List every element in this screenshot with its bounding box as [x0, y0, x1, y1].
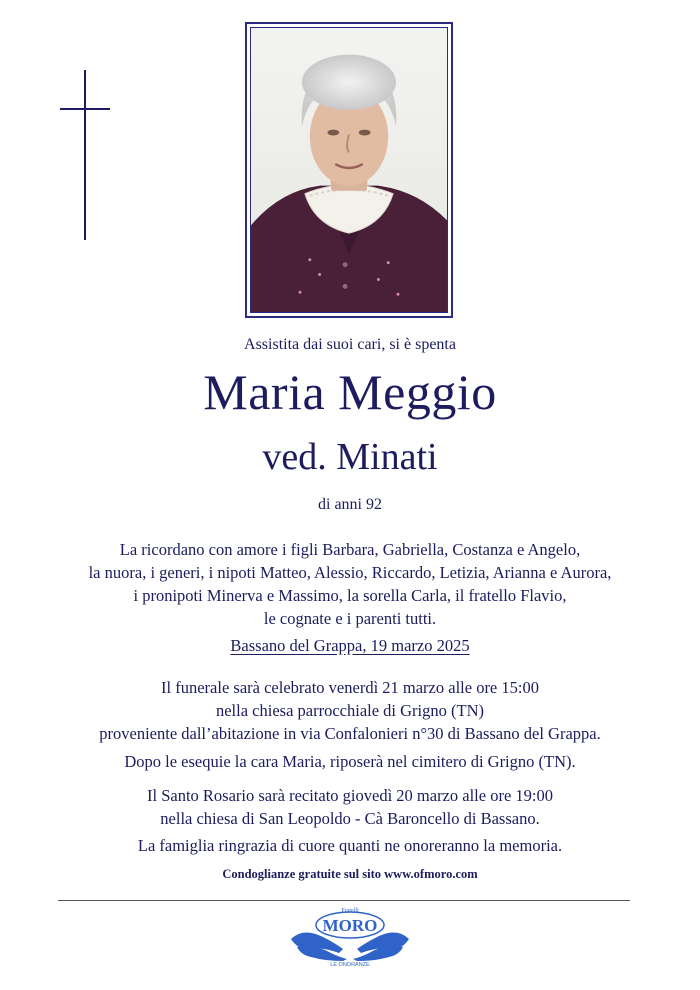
- family-paragraph: [0, 538, 700, 630]
- logo-main-text: MORO: [322, 916, 378, 935]
- divider: [58, 900, 630, 901]
- funeral-line: nella chiesa parrocchiale di Grigno (TN): [215, 701, 484, 720]
- cross-icon: [60, 70, 110, 240]
- rosary-line: Il Santo Rosario sarà recitato giovedì 20 marzo alle ore 19:00: [147, 786, 553, 805]
- funeral-paragraph: [0, 676, 700, 745]
- place-date-text: Bassano del Grappa, 19 marzo 2025: [230, 636, 470, 655]
- condolences-link[interactable]: Condoglianze gratuite sul sito www.ofmoro.com: [222, 867, 478, 881]
- intro-text: Assistita dai suoi cari, si è spenta: [244, 336, 456, 353]
- portrait-photo: [245, 22, 453, 318]
- place-date: [0, 636, 700, 656]
- funeral-home-logo: [283, 903, 417, 967]
- deceased-name: Maria Meggio: [203, 364, 497, 420]
- age-text: di anni 92: [318, 496, 382, 513]
- family-line: la nuora, i generi, i nipoti Matteo, Alessio, Riccardo, Letizia, Arianna e Aurora,: [88, 563, 612, 582]
- rosary-line: nella chiesa di San Leopoldo - Cà Baroncello di Bassano.: [160, 809, 540, 828]
- family-line: le cognate e i parenti tutti.: [263, 609, 437, 628]
- logo-top-text: Fratelli: [341, 908, 359, 914]
- thanks-text: La famiglia ringrazia di cuore quanti ne onoreranno la memoria.: [137, 836, 563, 855]
- portrait-image: [251, 28, 447, 312]
- logo-bottom-text: LE ONORANZE: [330, 962, 370, 967]
- rosary-paragraph: [0, 784, 700, 830]
- family-line: i pronipoti Minerva e Massimo, la sorella Carla, il fratello Flavio,: [133, 586, 567, 605]
- burial-text: Dopo le esequie la cara Maria, riposerà nel cimitero di Grigno (TN).: [124, 752, 576, 771]
- family-line: La ricordano con amore i figli Barbara, Gabriella, Costanza e Angelo,: [119, 540, 581, 559]
- funeral-line: Il funerale sarà celebrato venerdì 21 marzo alle ore 15:00: [161, 678, 539, 697]
- deceased-married-name: ved. Minati: [262, 436, 438, 478]
- funeral-line: proveniente dall’abitazione in via Confalonieri n°30 di Bassano del Grappa.: [99, 724, 601, 743]
